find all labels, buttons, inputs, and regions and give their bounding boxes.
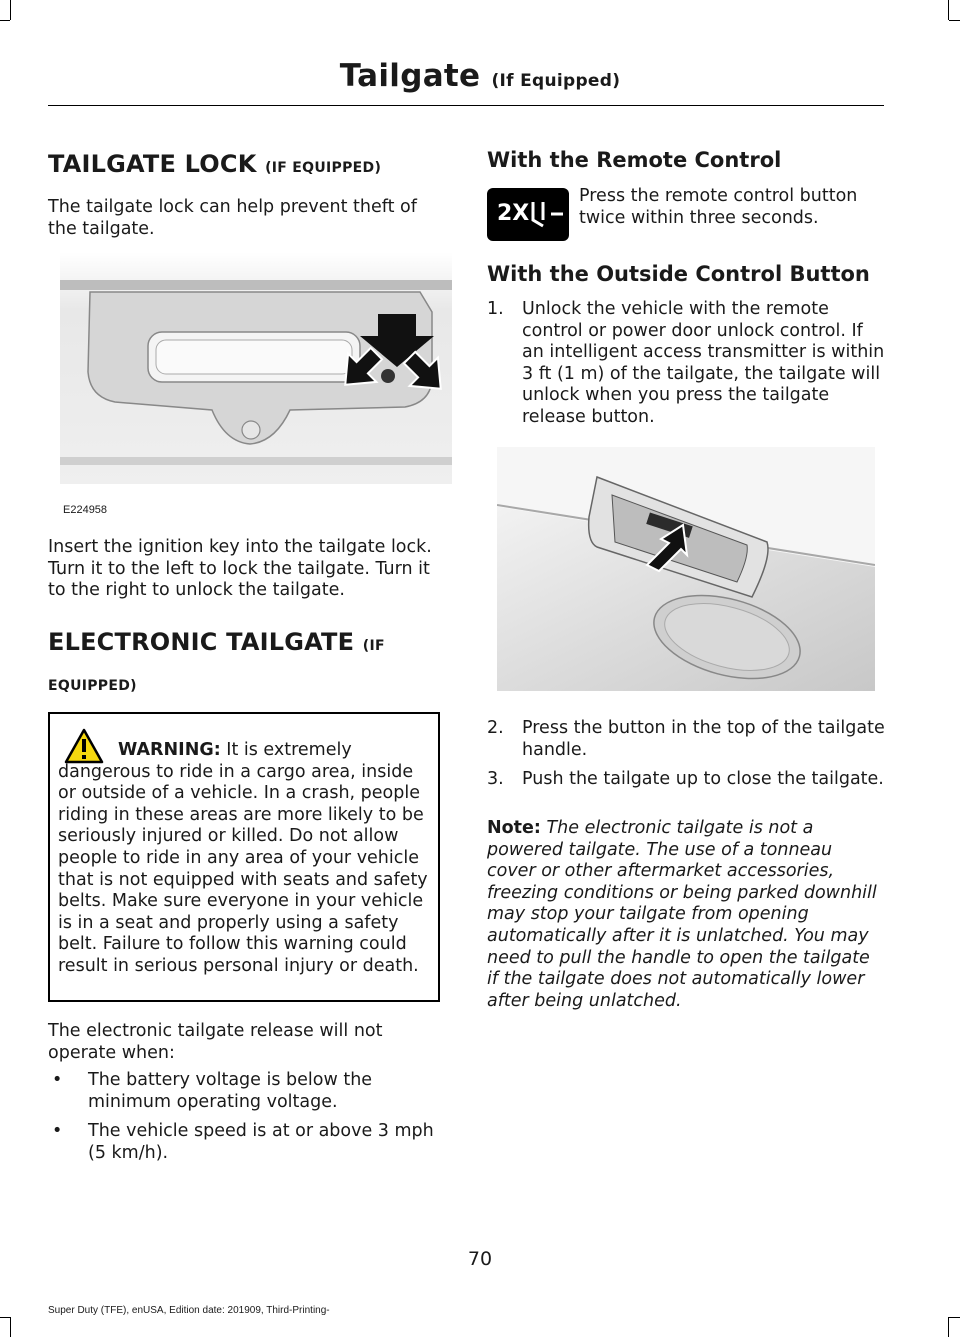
crop-mark xyxy=(0,1317,10,1318)
list-item xyxy=(487,718,885,761)
crop-mark xyxy=(948,0,949,20)
list-item: • The battery voltage is below the minimum operating voltage. xyxy=(48,1070,453,1113)
outside-steps-1 xyxy=(487,299,885,436)
tailgate-lock-heading xyxy=(48,150,381,178)
list-item xyxy=(487,299,885,428)
crop-mark xyxy=(10,1317,11,1337)
remote-control-heading: With the Remote Control xyxy=(487,148,782,172)
list-item xyxy=(487,769,885,791)
heading-text: ELECTRONIC TAILGATE xyxy=(48,628,355,656)
release-intro: The electronic tailgate release will not operate when: xyxy=(48,1021,383,1063)
warning-box xyxy=(48,712,440,1002)
warning-triangle-icon xyxy=(64,728,104,764)
step-number: 1. xyxy=(487,299,504,319)
figure-code: E224958 xyxy=(63,504,108,516)
note-text: The electronic tailgate is not a powered tailgate. The use of a tonneau cover or other aftermarket accessories, freezing conditions or being parked downhill may stop your tailgate from opening automatically after it is unlatched. You may need to pull the handle to open the tailgate if the tailgate does not automatically lower after being unlatched. xyxy=(487,818,877,1011)
page-header xyxy=(0,58,960,94)
release-conditions xyxy=(48,1070,453,1172)
heading-tag: (IF EQUIPPED) xyxy=(265,160,382,176)
step-number: 2. xyxy=(487,718,504,738)
tailgate-handle-figure xyxy=(60,252,452,484)
tailgate-glyph-icon xyxy=(529,200,565,230)
warning-text: It is extremely dangerous to ride in a cargo area, inside or outside of a vehicle. In a crash, people riding in these areas are more likely to be seriously injured or killed. Do not allow people to ride in any area of your vehicle that is not equipped with seats and safety belts. Make sure everyone in your vehicle is in a seat and properly using a safety belt. Failure to follow this warning could result in serious personal injury or death. xyxy=(58,740,428,976)
crop-mark xyxy=(10,0,11,20)
step-text: Press the button in the top of the tailgate handle. xyxy=(522,718,885,760)
electronic-tailgate-heading-cont xyxy=(48,668,137,696)
heading-tag: (IF xyxy=(362,638,385,654)
remote-icon-label: 2X xyxy=(497,201,530,226)
heading-text: TAILGATE LOCK xyxy=(48,150,257,178)
list-item: • The vehicle speed is at or above 3 mph (5 km/h). xyxy=(48,1121,453,1164)
header-rule xyxy=(48,105,884,106)
tailgate-lock-intro: The tailgate lock can help prevent theft of the tailgate. xyxy=(48,197,417,239)
outside-steps-2 xyxy=(487,718,885,799)
page-header-note: (If Equipped) xyxy=(491,71,621,91)
tailgate-remote-button-icon xyxy=(487,188,569,241)
tailgate-release-button-figure xyxy=(497,447,875,691)
crop-mark xyxy=(949,1317,960,1318)
step-text: Push the tailgate up to close the tailgate. xyxy=(522,769,884,789)
crop-mark xyxy=(949,20,960,21)
crop-mark xyxy=(0,20,10,21)
note-label: Note: xyxy=(487,818,541,838)
outside-button-heading: With the Outside Control Button xyxy=(487,262,870,286)
electronic-tailgate-heading xyxy=(48,628,385,656)
step-text: Unlock the vehicle with the remote control or power door unlock control. If an intelligent access transmitter is within 3 ft (1 m) of the tailgate, the tailgate will unlock when you press the tailgate release button. xyxy=(522,299,885,427)
page-number: 70 xyxy=(467,1248,493,1270)
warning-label: WARNING: xyxy=(118,740,221,760)
note xyxy=(487,818,883,1012)
remote-control-text: Press the remote control button twice within three seconds. xyxy=(579,186,858,228)
footer-edition: Super Duty (TFE), enUSA, Edition date: 201909, Third-Printing- xyxy=(48,1305,330,1316)
crop-mark xyxy=(948,1317,949,1337)
page-header-title: Tailgate xyxy=(339,58,481,94)
heading-tag-cont: EQUIPPED) xyxy=(48,678,137,694)
step-number: 3. xyxy=(487,769,504,789)
tailgate-lock-instructions: Insert the ignition key into the tailgate lock. Turn it to the left to lock the tailgate. Turn it to the right to unlock the tailgate. xyxy=(48,537,432,600)
